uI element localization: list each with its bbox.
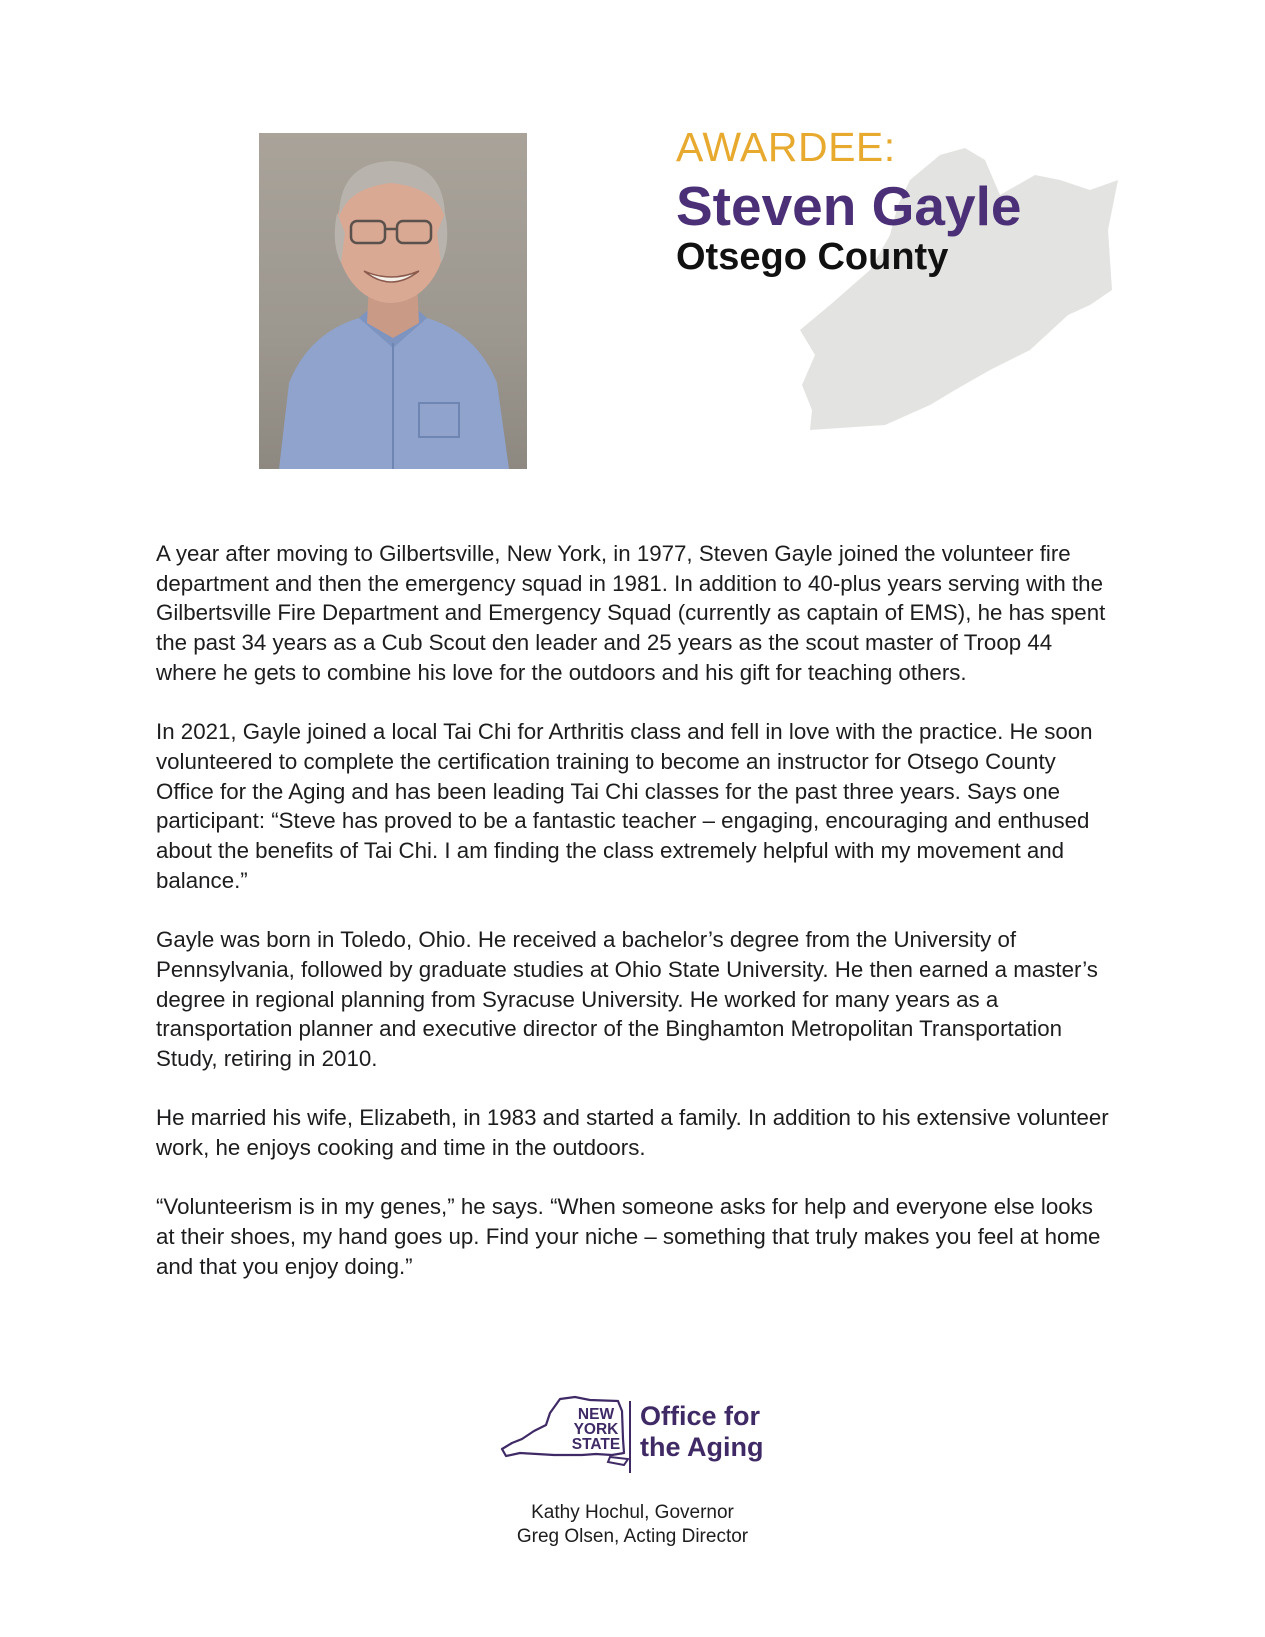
awardee-county: Otsego County <box>676 236 949 278</box>
logo-state-line: NEW <box>577 1406 615 1423</box>
logo-office-line: Office for <box>640 1401 761 1431</box>
bio-paragraph: Gayle was born in Toledo, Ohio. He received a bachelor’s degree from the University of Pennsylvania, followed by graduate studies at Ohio State University. He then earned a master’s degree in regional planning from Syracuse University. He worked for many years as a transportation planner and executive director of the Binghamton Metropolitan Transportation Study, retiring in 2010. <box>156 927 1098 1071</box>
portrait-illustration <box>259 133 527 469</box>
awardee-name: Steven Gayle <box>676 175 1022 237</box>
bio-paragraph: He married his wife, Elizabeth, in 1983 and started a family. In addition to his extensive volunteer work, he enjoys cooking and time in the outdoors. <box>156 1105 1109 1161</box>
logo-state-text <box>568 1407 624 1452</box>
awardee-label: AWARDEE: <box>676 124 896 170</box>
logo-divider <box>629 1401 631 1473</box>
bio-paragraph: A year after moving to Gilbertsville, New York, in 1977, Steven Gayle joined the volunteer fire department and then the emergency squad in 1981. In addition to 40-plus years serving with the Gilbertsville Fire Department and Emergency Squad (currently as captain of EMS), he has spent the past 34 years as a Cub Scout den leader and 25 years as the scout master of Troop 44 where he gets to combine his love for the outdoors and his gift for teaching others. <box>156 541 1106 685</box>
logo-office-line: the Aging <box>640 1432 764 1462</box>
governor-credit: Kathy Hochul, Governor <box>531 1502 734 1523</box>
logo-state-line: YORK <box>573 1421 619 1438</box>
footer-credits <box>460 1501 805 1549</box>
logo-state-line: STATE <box>571 1436 621 1453</box>
awardee-photo <box>259 133 527 469</box>
bio-paragraph: “Volunteerism is in my genes,” he says. “When someone asks for help and everyone else looks at their shoes, my hand goes up. Find your niche – something that truly makes you feel at home and that you enjoy doing.” <box>156 1194 1101 1279</box>
office-for-the-aging-logo <box>500 1395 770 1505</box>
bio-paragraph: In 2021, Gayle joined a local Tai Chi for Arthritis class and fell in love with the practice. He soon volunteered to complete the certification training to become an instructor for Otsego County Office for the Aging and has been leading Tai Chi classes for the past three years. Says one participant: “Steve has proved to be a fantastic teacher – engaging, encouraging and enthused about the benefits of Tai Chi. I am finding the class extremely helpful with my movement and balance.” <box>156 719 1093 893</box>
director-credit: Greg Olsen, Acting Director <box>516 1526 749 1547</box>
logo-office-text <box>640 1401 763 1463</box>
biography <box>156 539 1116 1311</box>
